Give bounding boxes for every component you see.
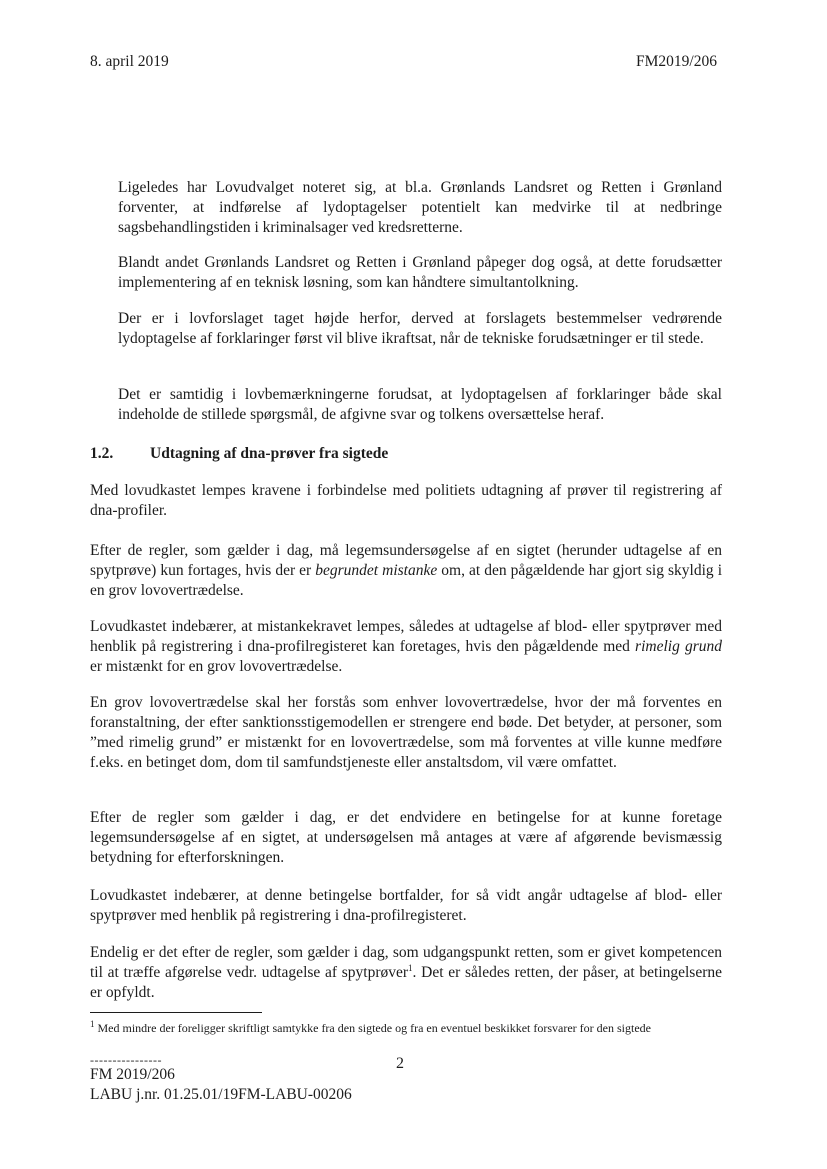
section-heading (90, 445, 388, 463)
text-segment: er mistænkt for en grov lovovertrædelse. (90, 658, 343, 675)
text-segment: Lovudkastet indebærer, at mistankekravet lempes, således at udtagelse af blod- eller spytprøver med henblik på registrering i dna-profilregisteret kan foretages, hvis den pågældende med (90, 618, 722, 655)
section-number: 1.2. (90, 445, 114, 462)
section-title: Udtagning af dna-prøver fra sigtede (150, 445, 389, 462)
text-segment: om, at den pågældende har gjort sig skyldig i en grov lovovertrædelse. (90, 562, 722, 599)
footnote-divider (90, 1012, 262, 1013)
paragraph-rimelig-grund (90, 617, 722, 677)
text-segment: Endelig er det efter de regler, som gælder i dag, som udgangspunkt retten, som er givet kompetencen til at træffe afgørelse vedr. udtagelse af spytprøver (90, 944, 722, 981)
footnote (90, 1020, 722, 1036)
header-date: 8. april 2019 (90, 53, 169, 70)
footer-journal-number: LABU j.nr. 01.25.01/19FM-LABU-00206 (90, 1086, 352, 1103)
paragraph-betingelse: Efter de regler som gælder i dag, er det endvidere en betingelse for at kunne foretage legemsundersøgelse af en sigtet, at undersøgelsen må antages at være af afgørende bevismæssig betydning for efterforskningen. (90, 809, 722, 866)
paragraph-grov-lovovertraedelse: En grov lovovertrædelse skal her forstås som enhver lovovertrædelse, hvor der må forventes en foranstaltning, der efter sanktionsstigemodellen er strengere end bøde. Det betyder, at personer, som ”med rimelig grund” er mistænkt for en lovovertrædelse, som må forventes at ville kunne medføre f.eks. en betinget dom, dom til samfundstjeneste eller anstaltsdom, vil være omfattet. (90, 694, 722, 771)
paragraph-lempes: Med lovudkastet lempes kravene i forbindelse med politiets udtagning af prøver til registrering af dna-profiler. (90, 482, 722, 519)
footer-case-number: FM 2019/206 (90, 1066, 175, 1083)
header-reference: FM2019/206 (636, 53, 717, 70)
paragraph-bortfalder: Lovudkastet indebærer, at denne betingelse bortfalder, for så vidt angår udtagelse af blod- eller spytprøver med henblik på registrering i dna-profilregisteret. (90, 887, 722, 924)
paragraph-lovudvalget: Ligeledes har Lovudvalget noteret sig, at bl.a. Grønlands Landsret og Retten i Grønland forventer, at indførelse af lydoptagelser potentielt kan medvirke til at nedbringe sagsbehandlingstiden i kriminalsager ved kredsretterne. (118, 179, 722, 236)
footnote-reference[interactable]: 1 (408, 962, 413, 973)
paragraph-simultantolkning: Blandt andet Grønlands Landsret og Retten i Grønland påpeger dog også, at dette forudsætter implementering af en teknisk løsning, som kan håndtere simultantolkning. (118, 254, 722, 291)
text-segment: Efter de regler, som gælder i dag, må legemsundersøgelse af en sigtet (herunder udtagelse af en spytprøve) kun fortages, hvis der er (90, 542, 722, 579)
emphasis-begrundet-mistanke: begrundet mistanke (315, 562, 438, 579)
footnote-text: Med mindre der foreligger skriftligt samtykke fra den sigtede og fra en eventuel beskikket forsvarer for den sigtede (94, 1021, 651, 1035)
paragraph-ikraftsat: Der er i lovforslaget taget højde herfor, derved at forslagets bestemmelser vedrørende lydoptagelse af forklaringer først vil blive ikraftsat, når de tekniske forudsætninger er til stede. (118, 310, 722, 347)
emphasis-rimelig-grund: rimelig grund (635, 638, 722, 655)
text-segment: . Det er således retten, der påser, at betingelserne er opfyldt. (90, 964, 723, 1001)
paragraph-begrundet-mistanke (90, 541, 722, 601)
page-number: 2 (396, 1055, 404, 1072)
footnote-marker: 1 (90, 1019, 95, 1029)
footer-dashes: ---------------- (90, 1053, 162, 1067)
paragraph-retten (90, 943, 722, 1003)
paragraph-lydoptagelse: Det er samtidig i lovbemærkningerne forudsat, at lydoptagelsen af forklaringer både skal indeholde de stillede spørgsmål, de afgivne svar og tolkens oversættelse heraf. (118, 386, 722, 423)
